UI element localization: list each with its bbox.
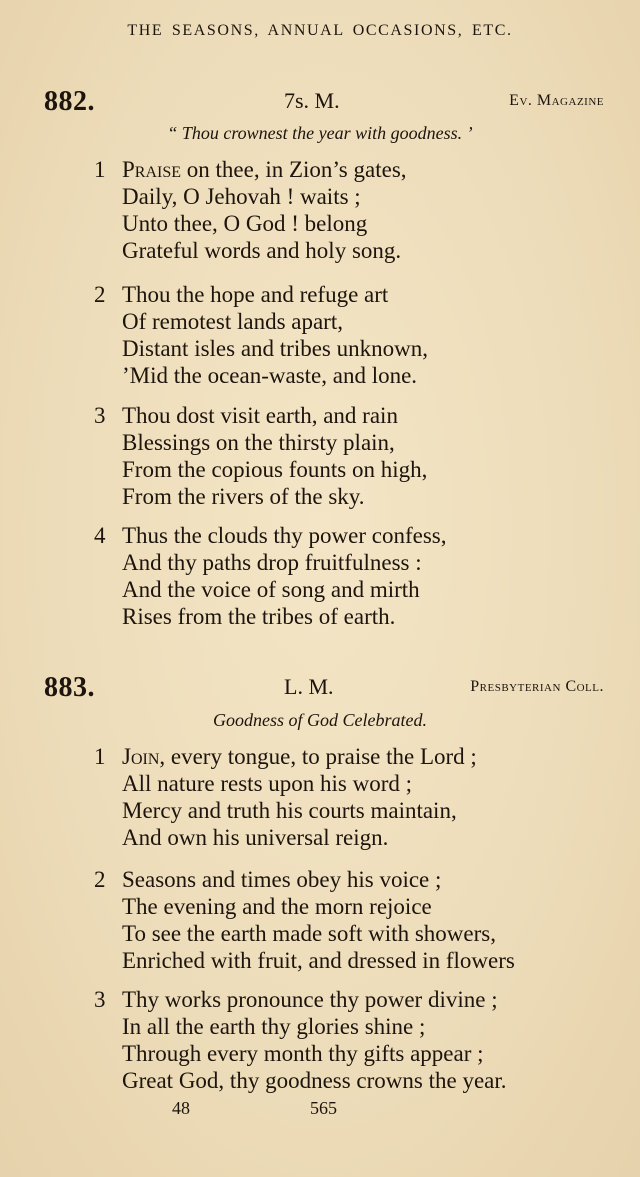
hymn-source: Presbyterian Coll. <box>470 678 604 695</box>
stanza-number: 1 <box>94 744 106 769</box>
verse-line: Enriched with fruit, and dressed in flowers <box>122 948 515 973</box>
initial-word: Praise <box>122 157 182 182</box>
verse-line: Mercy and truth his courts maintain, <box>122 798 457 823</box>
verse-line: Thou dost visit earth, and rain <box>122 403 398 428</box>
verse-line <box>122 157 407 183</box>
line-text: on thee, in Zion’s gates, <box>181 157 407 182</box>
verse-line: Of remotest lands apart, <box>122 309 343 334</box>
verse-line: Seasons and times obey his voice ; <box>122 867 442 892</box>
verse-line: All nature rests upon his word ; <box>122 771 413 796</box>
stanza-number: 3 <box>94 987 106 1012</box>
hymn-subtitle: “ Thou crownest the year with goodness. ’ <box>167 123 473 143</box>
verse-line: Great God, thy goodness crowns the year. <box>122 1068 507 1093</box>
verse-line: And thy paths drop fruitfulness : <box>122 550 422 575</box>
verse-line: In all the earth thy glories shine ; <box>122 1014 426 1039</box>
verse-line: Rises from the tribes of earth. <box>122 604 396 629</box>
verse-line: Grateful words and holy song. <box>122 238 402 263</box>
hymn-header <box>44 672 604 702</box>
running-head: THE SEASONS, ANNUAL OCCASIONS, ETC. <box>127 22 513 39</box>
verse-line: Thou the hope and refuge art <box>122 282 389 307</box>
hymn-number: 883. <box>44 672 95 703</box>
hymn-header <box>44 86 604 116</box>
verse-line: Blessings on the thirsty plain, <box>122 430 395 455</box>
verse-line: Thus the clouds thy power confess, <box>122 523 447 548</box>
verse-line: ’Mid the ocean-waste, and lone. <box>122 363 418 388</box>
initial-word: Join <box>122 744 160 769</box>
page-number: 565 <box>310 1098 337 1118</box>
verse-line: Unto thee, O God ! belong <box>122 211 368 236</box>
stanza-number: 2 <box>94 867 106 892</box>
signature-mark: 48 <box>172 1098 190 1118</box>
verse-line: From the rivers of the sky. <box>122 484 365 509</box>
verse-line: And own his universal reign. <box>122 825 389 850</box>
verse-line: Thy works pronounce thy power divine ; <box>122 987 498 1012</box>
verse-line: Distant isles and tribes unknown, <box>122 336 428 361</box>
verse-line: From the copious founts on high, <box>122 457 428 482</box>
verse-line: And the voice of song and mirth <box>122 577 420 602</box>
hymn-source: Ev. Magazine <box>509 92 604 109</box>
verse-line: The evening and the morn rejoice <box>122 894 432 919</box>
hymn-meter: L. M. <box>284 674 334 699</box>
line-text: , every tongue, to praise the Lord ; <box>159 744 477 769</box>
verse-line <box>122 744 477 770</box>
stanza-number: 4 <box>94 523 106 548</box>
stanza-number: 2 <box>94 282 106 307</box>
hymn-meter: 7s. M. <box>284 88 340 113</box>
verse-line: Daily, O Jehovah ! waits ; <box>122 184 361 209</box>
stanza-number: 1 <box>94 157 106 182</box>
hymn-number: 882. <box>44 86 95 117</box>
verse-line: Through every month thy gifts appear ; <box>122 1041 484 1066</box>
verse-line: To see the earth made soft with showers, <box>122 921 496 946</box>
stanza-number: 3 <box>94 403 106 428</box>
hymn-subtitle: Goodness of God Celebrated. <box>213 710 427 730</box>
